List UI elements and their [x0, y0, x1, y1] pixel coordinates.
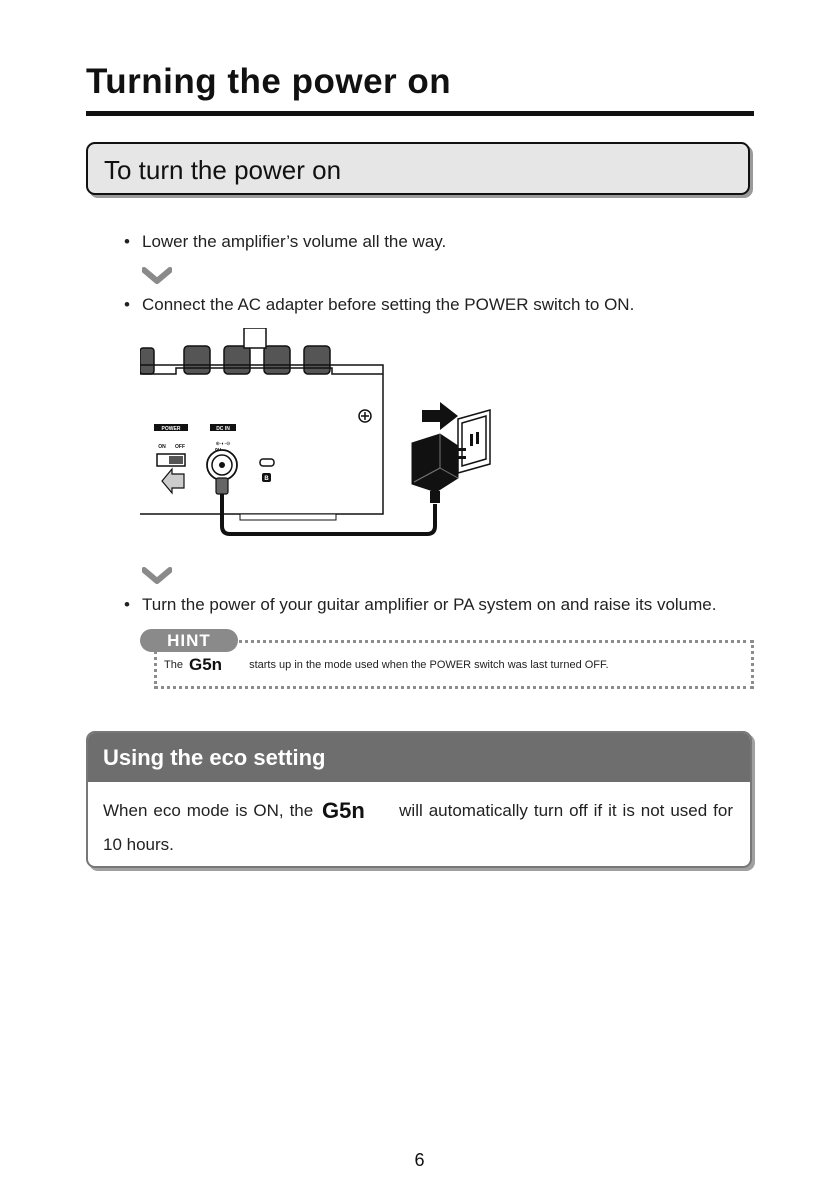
hint-text-after: starts up in the mode used when the POWER switch was last turned OFF. [249, 659, 609, 671]
hint-text-before: The [164, 659, 183, 671]
eco-text [88, 782, 748, 862]
step-2 [124, 295, 634, 315]
eco-text-after: will automatically turn off if it is not used for 10 hours. [103, 801, 733, 854]
step-1-text: Lower the amplifier’s volume all the way. [142, 232, 447, 251]
chevron-down-icon [142, 266, 172, 286]
step-3 [124, 595, 716, 615]
page-number: 6 [414, 1150, 425, 1170]
bullet-icon: • [124, 232, 130, 251]
g5n-logo-text: G5n [189, 656, 223, 672]
power-connection-diagram [140, 328, 500, 543]
arrow-left-icon [162, 469, 184, 493]
g5n-logo-text: G5n [322, 800, 365, 820]
bullet-icon: • [124, 295, 130, 314]
g5n-logo-icon [322, 800, 390, 820]
title-rule [86, 111, 754, 116]
hint-text [164, 656, 609, 672]
step-3-text: Turn the power of your guitar amplifier or PA system on and raise its volume. [142, 595, 717, 614]
hint-label: HINT [140, 629, 238, 652]
g5n-logo-icon [189, 656, 243, 672]
page-title: Turning the power on [86, 62, 452, 101]
dcin-label: DC IN [216, 426, 230, 432]
bullet-icon: • [124, 595, 130, 614]
chevron-down-icon [142, 566, 172, 586]
eco-setting-box [86, 731, 752, 868]
eco-text-before: When eco mode is ON, the [103, 801, 314, 820]
eco-heading: Using the eco setting [88, 733, 750, 782]
step-1 [124, 232, 446, 252]
off-label: OFF [175, 444, 185, 450]
arrow-right-icon [422, 402, 458, 430]
power-label: POWER [161, 426, 181, 432]
port-label: B [264, 476, 269, 482]
pedal-knobs [140, 346, 330, 374]
svg-text:⊕-◐-⊖: ⊕-◐-⊖ [215, 441, 231, 447]
on-label: ON [158, 444, 166, 450]
step-2-text: Connect the AC adapter before setting the POWER switch to ON. [142, 295, 635, 314]
section-heading: To turn the power on [86, 142, 750, 195]
